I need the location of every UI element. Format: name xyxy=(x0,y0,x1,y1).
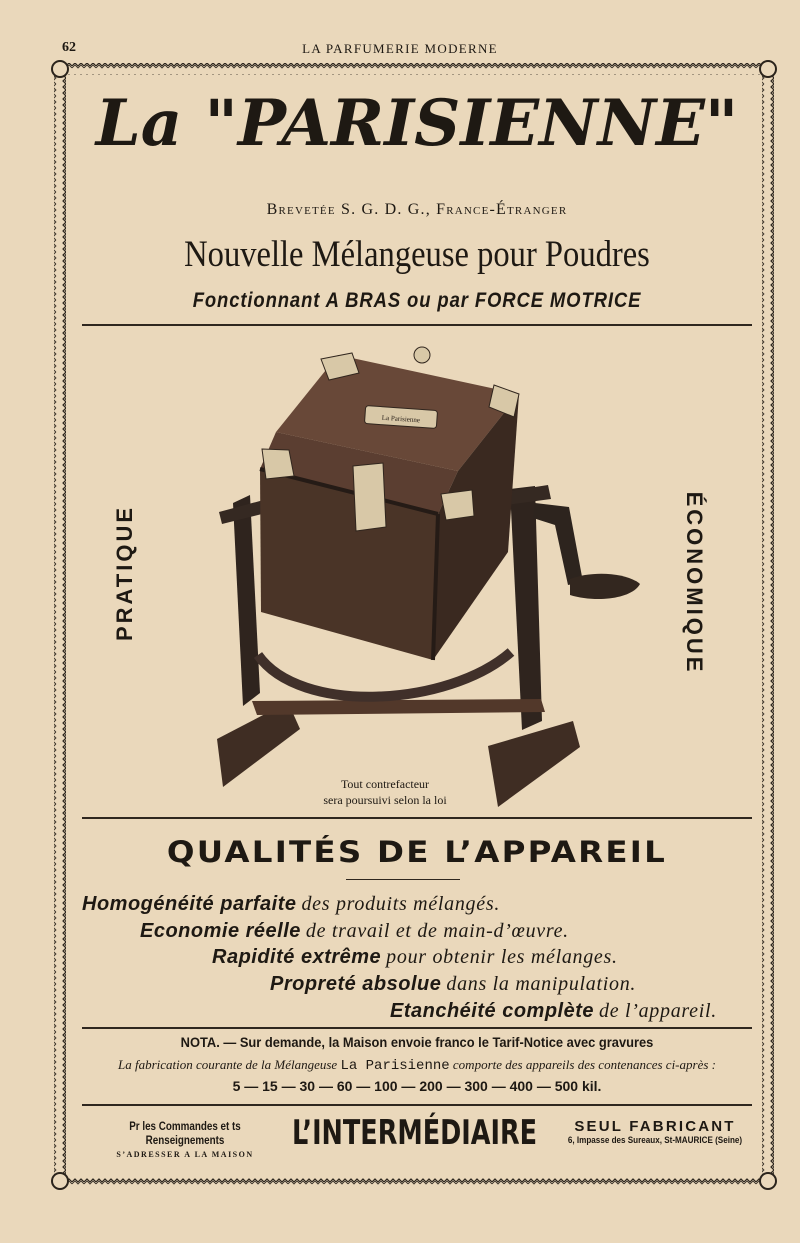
side-word-left: PRATIQUE xyxy=(112,504,137,642)
product-headline: Nouvelle Mélangeuse pour Poudres xyxy=(184,234,650,275)
company-name: L’INTERMÉDIAIRE xyxy=(292,1113,538,1153)
quality-line xyxy=(270,973,636,996)
page-number: 62 xyxy=(62,40,76,55)
quality-line xyxy=(390,1000,717,1023)
operation-subheadline: Fonctionnant A BRAS ou par FORCE MOTRICE xyxy=(192,289,642,312)
fabrication-suffix: comporte des appareils des contenances ci-après : xyxy=(452,1057,716,1072)
frame-corner-top-right xyxy=(760,61,776,77)
quality-line xyxy=(82,893,500,916)
frame-corner-bottom-right xyxy=(760,1173,776,1189)
fabrication-text xyxy=(82,1057,752,1074)
frame-corner-top-left xyxy=(52,61,68,77)
nota-rule xyxy=(82,1027,752,1029)
middle-rule xyxy=(82,817,752,819)
quality-line xyxy=(212,946,618,969)
manufacturer-info xyxy=(550,1118,760,1145)
quality-text: des produits mélangés. xyxy=(301,893,501,915)
patent-line: Brevetée S. G. D. G., France-Étranger xyxy=(266,201,568,218)
quality-strong: Propreté absolue xyxy=(270,973,442,995)
contact-instructions xyxy=(80,1119,290,1159)
quality-text: dans la manipulation. xyxy=(446,973,637,995)
nota-text: NOTA. — Sur demande, la Maison envoie franco le Tarif-Notice avec gravures xyxy=(180,1034,654,1050)
quality-strong: Homogénéité parfaite xyxy=(82,893,297,915)
frame-top-border xyxy=(63,63,768,75)
qualities-title: QUALITÉS DE L’APPAREIL xyxy=(166,835,668,869)
quality-text: de l’appareil. xyxy=(599,1000,717,1022)
product-plate: La Parisienne xyxy=(381,413,421,425)
contact-line-1: Pr les Commandes et ts Renseignements xyxy=(129,1119,241,1147)
caption-line-1: Tout contrefacteur xyxy=(340,777,430,791)
manufacturer-address: 6, Impasse des Sureaux, St-MAURICE (Seine) xyxy=(567,1135,743,1145)
contact-line-2: S’ADRESSER A LA MAISON xyxy=(116,1150,254,1159)
quality-strong: Rapidité extrême xyxy=(212,946,382,968)
powder-mixer-illustration xyxy=(188,337,658,807)
crank-handle xyxy=(533,503,640,599)
capacity-list: 5 — 15 — 30 — 60 — 100 — 200 — 300 — 400 — 500 kil. xyxy=(232,1078,602,1094)
frame-bottom-border xyxy=(63,1175,768,1187)
fabrication-brand: La Parisienne xyxy=(340,1058,450,1074)
side-word-right: ÉCONOMIQUE xyxy=(682,491,707,675)
counterfeit-caption xyxy=(310,776,460,808)
advertisement-title: La "PARISIENNE" xyxy=(95,86,739,161)
frame-corner-bottom-left xyxy=(52,1173,68,1189)
fabrication-prefix: La fabrication courante de la Mélangeuse xyxy=(118,1057,338,1072)
quality-strong: Etanchéité complète xyxy=(390,1000,595,1022)
quality-strong: Economie réelle xyxy=(140,920,301,942)
caption-line-2: sera poursuivi selon la loi xyxy=(323,793,447,807)
journal-title: LA PARFUMERIE MODERNE xyxy=(302,41,498,56)
frame-right-border xyxy=(762,74,774,1176)
manufacturer-label: SEUL FABRICANT xyxy=(574,1118,736,1135)
quality-text: de travail et de main-d’œuvre. xyxy=(305,920,569,942)
mixing-box xyxy=(260,347,519,660)
frame-left-border xyxy=(54,74,66,1176)
quality-line xyxy=(140,920,569,943)
qualities-title-rule xyxy=(346,879,460,880)
top-rule xyxy=(82,324,752,326)
quality-text: pour obtenir les mélanges. xyxy=(386,946,618,968)
footer-rule xyxy=(82,1104,752,1106)
wing-nut-icon xyxy=(414,347,430,363)
